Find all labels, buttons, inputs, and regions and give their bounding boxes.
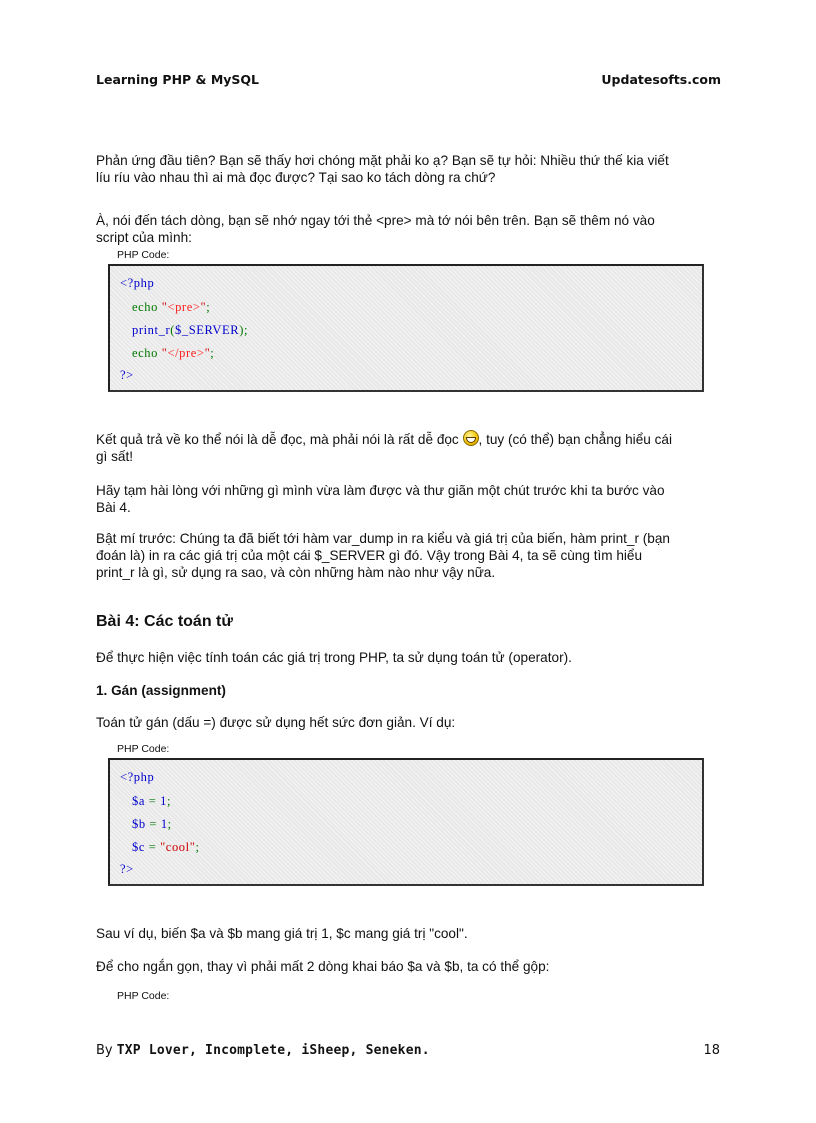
text-line: script của mình: [96,230,192,245]
function-name: print_r [132,323,171,337]
code-block-1 [108,264,704,392]
operator: = [145,817,161,831]
footer-authors: TXP Lover, Incomplete, iSheep, Seneken. [116,1043,430,1058]
code-label: PHP Code: [117,249,170,261]
code-line [132,840,200,855]
code-line [132,323,248,338]
punctuation: ; [167,817,172,831]
text-line: đoán là) in ra các giá trị của một cái $_SERVER gì đó. Vậy trong Bài 4, ta sẽ cùng tìm hiểu [96,548,643,563]
footer-by: By [96,1043,117,1058]
string: </pre> [167,346,205,360]
text-line: Để cho ngắn gọn, thay vì phải mất 2 dòng khai báo $a và $b, ta có thể gộp: [96,959,550,974]
php-open-tag: <?php [120,770,155,784]
code-line [120,368,134,383]
footer-credits [96,1043,430,1058]
punctuation: ; [244,323,249,337]
text-line: Bài 4. [96,500,131,515]
paragraph-9 [96,958,720,975]
paragraph-1 [96,152,720,186]
section-heading: Bài 4: Các toán tử [96,613,233,630]
punctuation: ; [166,794,172,808]
keyword: echo [132,346,158,360]
string: " [204,346,211,360]
text-line: Toán tử gán (dấu =) được sử dụng hết sức đơn giản. Ví dụ: [96,715,456,730]
text-line: gì sất! [96,449,134,464]
page-number: 18 [703,1043,720,1058]
keyword: echo [132,300,158,314]
text-line: À, nói đến tách dòng, bạn sẽ nhớ ngay tới thẻ <pre> mà tớ nói bên trên. Bạn sẽ thêm nó vào [96,213,655,228]
text-line: Phản ứng đầu tiên? Bạn sẽ thấy hơi chóng mặt phải ko ạ? Bạn sẽ tự hỏi: Nhiều thứ thế kia viết [96,153,669,168]
string: "cool" [160,840,196,854]
paragraph-5 [96,530,720,581]
code-line [120,770,154,785]
text-line: líu ríu vào nhau thì ai mà đọc được? Tại sao ko tách dòng ra chứ? [96,170,496,185]
text-line: print_r là gì, sử dụng ra sao, và còn những hàm nào như vậy nữa. [96,565,496,580]
header-title: Learning PHP & MySQL [96,72,259,87]
code-line [132,794,171,809]
paragraph-7 [96,714,720,731]
paragraph-4 [96,482,720,516]
paragraph-8 [96,925,720,942]
punctuation: ; [206,300,211,314]
string: " [161,300,168,314]
php-open-tag: <?php [120,276,155,290]
variable: $c [132,840,145,854]
code-line [120,276,154,291]
subsection-heading: 1. Gán (assignment) [96,683,226,698]
text-line: Sau ví dụ, biến $a và $b mang giá trị 1, $c mang giá trị "cool". [96,926,468,941]
number: 1 [160,817,168,831]
text-line: , tuy (có thể) bạn chẳng hiểu cái [478,432,672,447]
operator: = [145,794,161,808]
code-label: PHP Code: [117,990,170,1002]
code-line [132,817,172,832]
text-line: Kết quả trả về ko thể nói là dễ đọc, mà phải nói là rất dễ đọc [96,432,463,447]
paragraph-2 [96,212,720,246]
variable: $a [132,794,145,808]
code-line [132,300,210,315]
text-line: Hãy tạm hài lòng với những gì mình vừa làm được và thư giãn một chút trước khi ta bước vào [96,483,665,498]
php-close-tag: ?> [120,368,134,382]
code-block-2 [108,758,704,886]
punctuation: ; [210,346,215,360]
code-line [120,862,134,877]
punctuation: ) [239,323,244,337]
number: 1 [160,794,167,808]
punctuation: ; [195,840,200,854]
paragraph-6 [96,649,720,666]
variable: $_SERVER [175,323,240,337]
laughing-smiley-icon [463,430,479,446]
string: <pre> [167,300,201,314]
operator: = [145,840,161,854]
string: " [200,300,207,314]
variable: $b [132,817,146,831]
punctuation: ( [170,323,175,337]
php-close-tag: ?> [120,862,134,876]
paragraph-3 [96,430,720,465]
code-line [132,346,214,361]
code-label: PHP Code: [117,743,170,755]
text-line: Để thực hiện việc tính toán các giá trị trong PHP, ta sử dụng toán tử (operator). [96,650,572,665]
text-line: Bật mí trước: Chúng ta đã biết tới hàm var_dump in ra kiểu và giá trị của biến, hàm print_r (bạn [96,531,670,546]
string: " [161,346,168,360]
header-site: Updatesofts.com [601,72,721,87]
